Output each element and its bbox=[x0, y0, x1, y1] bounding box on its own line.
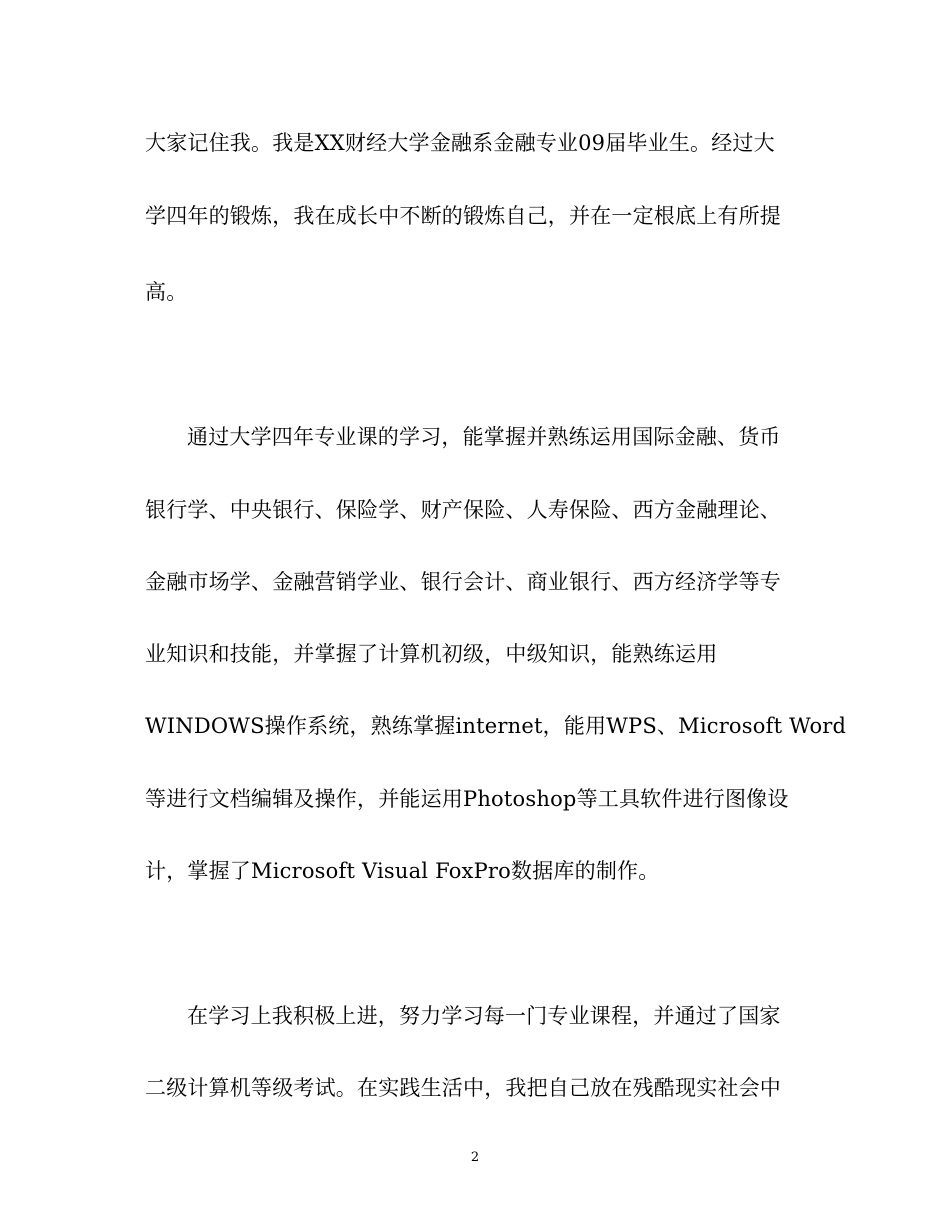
paragraph-3-line-2: 二级计算机等级考试。在实践生活中，我把自己放在残酷现实社会中 bbox=[145, 1076, 781, 1100]
paragraph-2-line-1: 通过大学四年专业课的学习，能掌握并熟练运用国际金融、货币 bbox=[187, 425, 781, 449]
paragraph-2-line-2: 银行学、中央银行、保险学、财产保险、人寿保险、西方金融理论、 bbox=[145, 498, 781, 522]
paragraph-1-line-1: 大家记住我。我是XX财经大学金融系金融专业09届毕业生。经过大 bbox=[145, 131, 775, 155]
paragraph-1-line-2: 学四年的锻炼，我在成长中不断的锻炼自己，并在一定根底上有所提 bbox=[145, 204, 781, 228]
paragraph-1-line-3: 高。 bbox=[145, 280, 188, 304]
page-number: 2 bbox=[470, 1150, 480, 1165]
paragraph-2-line-5: WINDOWS操作系统，熟练掌握internet，能用WPS、Microsoft Word bbox=[145, 714, 847, 738]
paragraph-2-line-7: 计，掌握了Microsoft Visual FoxPro数据库的制作。 bbox=[145, 859, 660, 883]
paragraph-3-line-1: 在学习上我积极上进，努力学习每一门专业课程，并通过了国家 bbox=[187, 1004, 781, 1028]
paragraph-2-line-3: 金融市场学、金融营销学业、银行会计、商业银行、西方经济学等专 bbox=[145, 570, 781, 594]
paragraph-2-line-4: 业知识和技能，并掌握了计算机初级，中级知识，能熟练运用 bbox=[145, 642, 718, 666]
paragraph-2-line-6: 等进行文档编辑及操作，并能运用Photoshop等工具软件进行图像设 bbox=[145, 787, 789, 811]
